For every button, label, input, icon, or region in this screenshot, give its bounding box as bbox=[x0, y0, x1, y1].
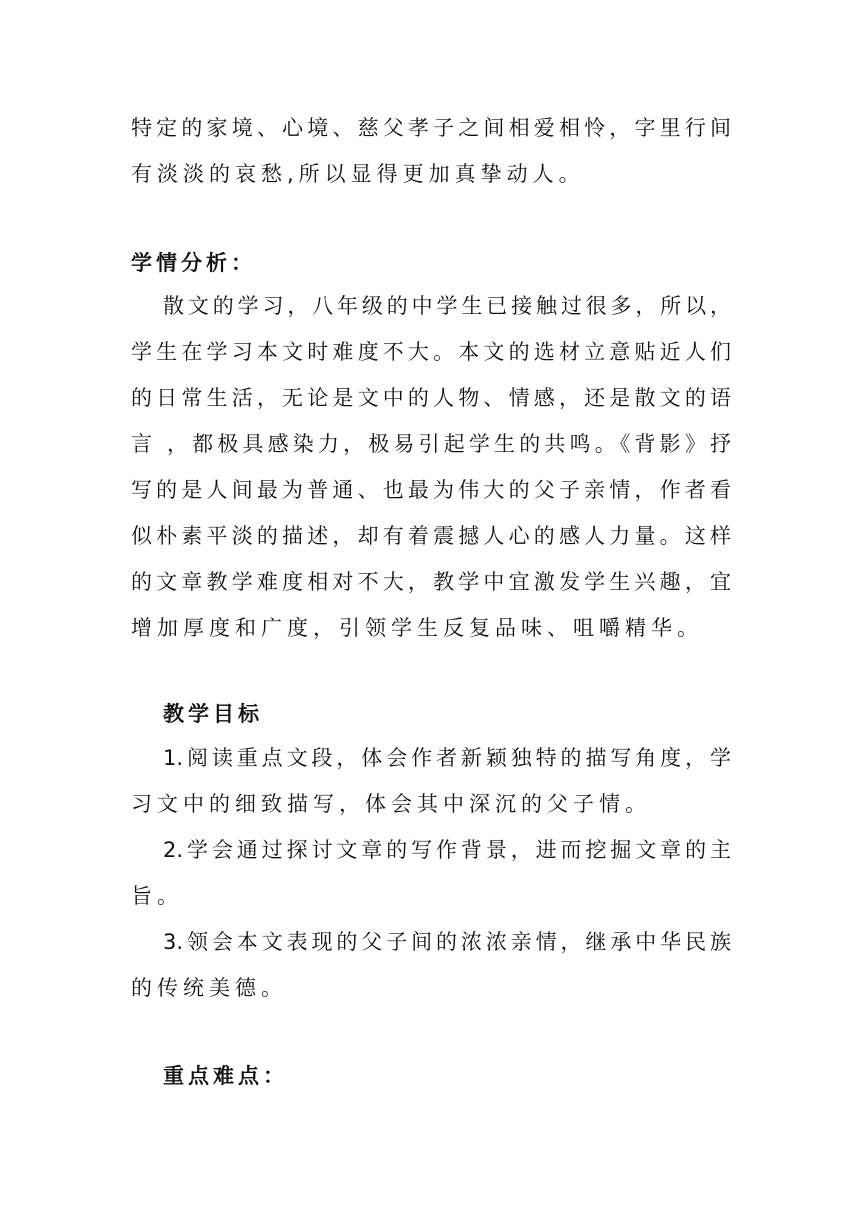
analysis-line-6: 似朴素平淡的描述，却有着震撼人心的感人力量。这样 bbox=[131, 524, 731, 548]
goals-line-3: 2.学会通过探讨文章的写作背景，进而挖掘文章的主 bbox=[163, 838, 731, 862]
analysis-line-2: 学生在学习本文时难度不大。本文的选材立意贴近人们 bbox=[131, 340, 731, 364]
analysis-heading: 学情分析： bbox=[131, 251, 256, 275]
analysis-line-8: 增加厚度和广度，引领学生反复品味、咀嚼精华。 bbox=[131, 616, 703, 640]
analysis-line-1: 散文的学习，八年级的中学生已接触过很多，所以， bbox=[163, 294, 731, 318]
goals-line-5: 3.领会本文表现的父子间的浓浓亲情，继承中华民族 bbox=[163, 930, 731, 954]
goals-line-2: 习文中的细致描写，体会其中深沉的父子情。 bbox=[131, 792, 651, 816]
keypoints-heading: 重点难点： bbox=[163, 1064, 288, 1088]
analysis-line-7: 的文章教学难度相对不大，教学中宜激发学生兴趣，宜 bbox=[131, 570, 731, 594]
analysis-line-5: 写的是人间最为普通、也最为伟大的父子亲情，作者看 bbox=[131, 478, 731, 502]
goals-heading: 教学目标 bbox=[163, 702, 263, 726]
intro-line-1: 特定的家境、心境、慈父孝子之间相爱相怜，字里行间 bbox=[131, 116, 731, 140]
goals-line-1: 1.阅读重点文段，体会作者新颖独特的描写角度，学 bbox=[163, 746, 731, 770]
goals-line-6: 的传统美德。 bbox=[131, 976, 287, 1000]
analysis-line-3: 的日常生活，无论是文中的人物、情感，还是散文的语 bbox=[131, 386, 731, 410]
intro-line-2: 有淡淡的哀愁,所以显得更加真挚动人。 bbox=[131, 162, 585, 186]
goals-line-4: 旨。 bbox=[131, 884, 183, 908]
analysis-line-4: 言 ，都极具感染力，极易引起学生的共鸣。《背影》抒 bbox=[131, 432, 731, 456]
